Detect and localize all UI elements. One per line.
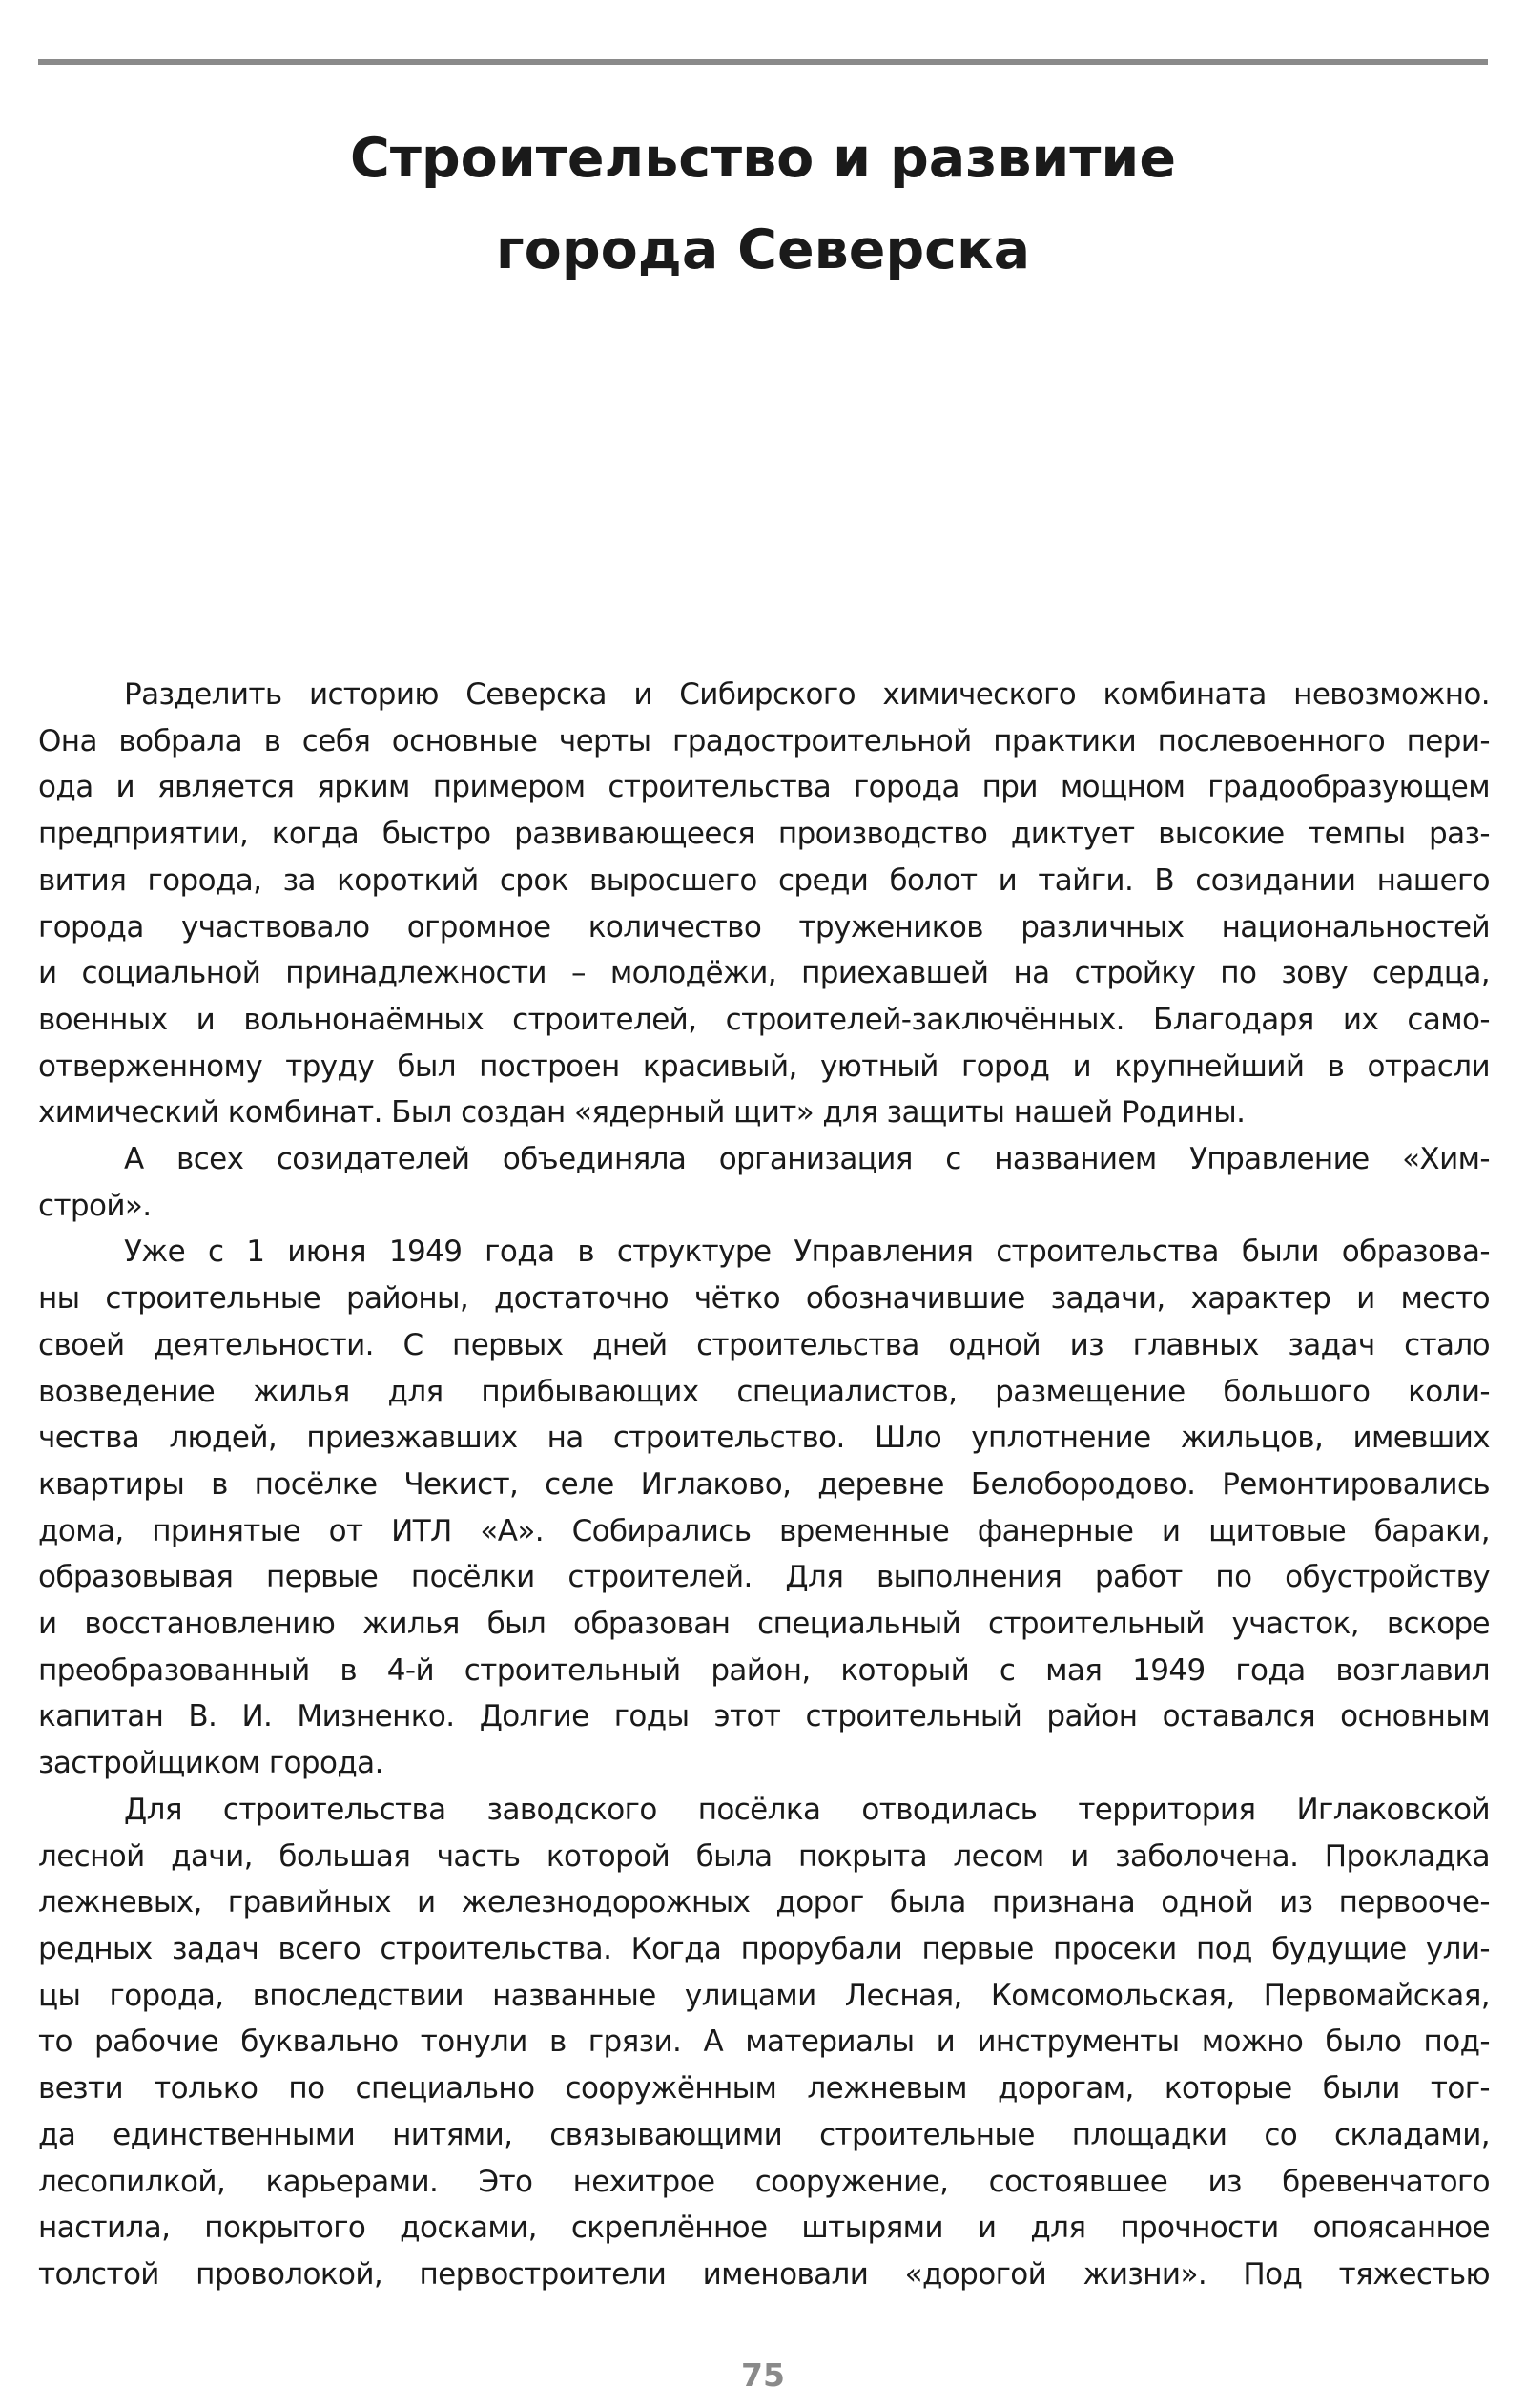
text-line: ода и является ярким примером строительства города при мощном градообразующем bbox=[38, 770, 1490, 805]
text-line: везти только по специально сооружённым лежневым дорогам, которые были тог- bbox=[38, 2071, 1490, 2107]
text-line: то рабочие буквально тонули в грязи. А материалы и инструменты можно было под- bbox=[38, 2024, 1490, 2060]
text-line: города участвовало огромное количество тружеников различных национальностей bbox=[38, 909, 1490, 945]
body-text bbox=[38, 672, 1490, 2298]
text-line: Она вобрала в себя основные черты градостроительной практики послевоенного пери- bbox=[38, 723, 1490, 758]
text-line: цы города, впоследствии названные улицами Лесная, Комсомольская, Первомайская, bbox=[38, 1978, 1490, 2013]
text-line: застройщиком города. bbox=[38, 1746, 383, 1781]
text-line: образовывая первые посёлки строителей. Для выполнения работ по обустройству bbox=[38, 1560, 1490, 1595]
text-line: чества людей, приезжавших на строительство. Шло уплотнение жильцов, имевших bbox=[38, 1421, 1490, 1456]
text-line: вития города, за короткий срок выросшего среди болот и тайги. В созидании нашего bbox=[38, 862, 1490, 898]
text-line: военных и вольнонаёмных строителей, строителей-заключённых. Благодаря их само- bbox=[38, 1002, 1490, 1037]
text-line: и социальной принадлежности – молодёжи, приехавшей на стройку по зову сердца, bbox=[38, 956, 1490, 991]
paragraph bbox=[38, 672, 1490, 1136]
text-line: своей деятельности. С первых дней строительства одной из главных задач стало bbox=[38, 1327, 1490, 1362]
page-number: 75 bbox=[741, 2356, 785, 2394]
text-line: и восстановлению жилья был образован специальный строительный участок, вскоре bbox=[38, 1607, 1490, 1642]
text-line: А всех созидателей объединяла организация с названием Управление «Хим- bbox=[124, 1142, 1490, 1177]
text-line: отверженному труду был построен красивый, уютный город и крупнейший в отрасли bbox=[38, 1048, 1490, 1084]
text-line: капитан В. И. Мизненко. Долгие годы этот строительный район оставался основным bbox=[38, 1699, 1490, 1734]
page-title bbox=[0, 113, 1526, 296]
text-line: квартиры в посёлке Чекист, селе Иглаково, деревне Белобородово. Ремонтировались bbox=[38, 1466, 1490, 1502]
text-line: дома, принятые от ИТЛ «А». Собирались временные фанерные и щитовые бараки, bbox=[38, 1513, 1490, 1548]
text-line: преобразованный в 4-й строительный район, который с мая 1949 года возглавил bbox=[38, 1652, 1490, 1688]
text-line: толстой проволокой, первостроители именовали «дорогой жизни». Под тяжестью bbox=[38, 2256, 1490, 2292]
text-line: предприятии, когда быстро развивающееся производство диктует высокие темпы раз- bbox=[38, 817, 1490, 852]
text-line: лежневых, гравийных и железнодорожных дорог была признана одной из первооче- bbox=[38, 1885, 1490, 1920]
text-line: Разделить историю Северска и Сибирского химического комбината невозможно. bbox=[124, 677, 1490, 712]
top-rule bbox=[38, 59, 1488, 65]
text-line: Для строительства заводского посёлка отводилась территория Иглаковской bbox=[124, 1792, 1490, 1827]
text-line: да единственными нитями, связывающими строительные площадки со складами, bbox=[38, 2117, 1490, 2152]
text-line: возведение жилья для прибывающих специалистов, размещение большого коли- bbox=[38, 1374, 1490, 1409]
text-line: лесопилкой, карьерами. Это нехитрое сооружение, состоявшее из бревенчатого bbox=[38, 2164, 1490, 2199]
text-line: химический комбинат. Был создан «ядерный щит» для защиты нашей Родины. bbox=[38, 1095, 1246, 1131]
paragraph bbox=[38, 1136, 1490, 1229]
text-line: лесной дачи, большая часть которой была покрыта лесом и заболочена. Прокладка bbox=[38, 1838, 1490, 1874]
paragraph bbox=[38, 1787, 1490, 2298]
text-line: редных задач всего строительства. Когда прорубали первые просеки под будущие ули- bbox=[38, 1931, 1490, 1966]
title-line-1: Строительство и развитие bbox=[350, 127, 1176, 190]
text-line: ны строительные районы, достаточно чётко обозначившие задачи, характер и место bbox=[38, 1281, 1490, 1317]
text-line: строй». bbox=[38, 1188, 152, 1223]
paragraph bbox=[38, 1229, 1490, 1786]
text-line: настила, покрытого досками, скреплённое штырями и для прочности опоясанное bbox=[38, 2211, 1490, 2246]
title-line-2: города Северска bbox=[495, 218, 1031, 281]
text-line: Уже с 1 июня 1949 года в структуре Управления строительства были образова- bbox=[124, 1235, 1490, 1270]
